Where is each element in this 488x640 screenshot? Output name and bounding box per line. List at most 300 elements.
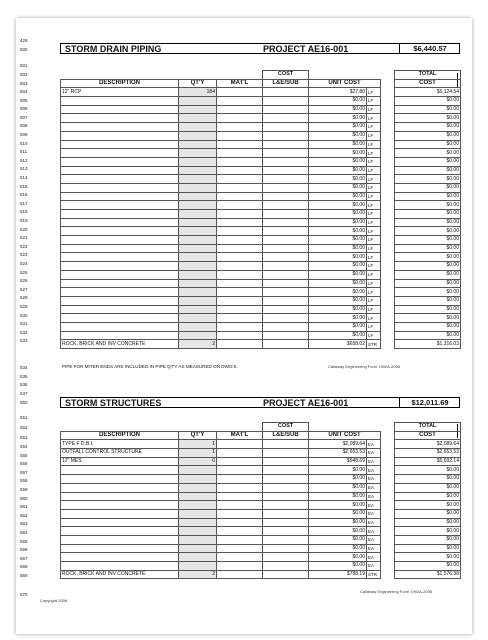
unit-cost-cell: $0.00 [309,140,367,149]
total-cost-cell: $0.00 [395,270,461,279]
matl-cell[interactable] [217,149,263,158]
matl-cell[interactable] [217,305,263,314]
total-cost-cell: $0.00 [395,562,461,571]
matl-cell[interactable] [217,140,263,149]
description-cell[interactable] [61,123,179,132]
spacer-cell [381,305,395,314]
matl-cell[interactable] [217,210,263,219]
matl-cell[interactable] [217,475,263,484]
unit-cell: LF [367,236,381,245]
qty-header: QT'Y [179,79,217,88]
row-number: 552 [20,425,28,430]
qty-cell[interactable] [179,501,217,510]
matl-cell[interactable] [217,105,263,114]
qty-cell[interactable] [179,296,217,305]
description-cell[interactable] [61,518,179,527]
table-row [61,140,461,149]
cost-cell[interactable] [263,192,309,201]
table-row [61,97,461,106]
total-cost-cell: $5,692.14 [395,457,461,466]
matl-cell[interactable] [217,183,263,192]
total-cost-cell: $0.00 [395,296,461,305]
unit-cost-cell: $0.00 [309,253,367,262]
qty-cell[interactable] [179,544,217,553]
matl-cell[interactable] [217,288,263,297]
cost-cell[interactable] [263,466,309,475]
qty-cell[interactable] [179,562,217,571]
unit-cell: STR [367,340,381,349]
cost-cell[interactable] [263,570,309,579]
qty-cell[interactable] [179,149,217,158]
description-cell[interactable] [61,244,179,253]
table-row [61,262,461,271]
total-cost-cell: $0.00 [395,123,461,132]
matl-cell[interactable] [217,244,263,253]
table-row [61,105,461,114]
total-cost-cell: $0.00 [395,544,461,553]
matl-cell[interactable] [217,236,263,245]
cost-cell[interactable] [263,218,309,227]
cost-cell[interactable] [263,457,309,466]
description-cell[interactable] [61,296,179,305]
description-cell[interactable] [61,279,179,288]
matl-cell[interactable] [217,322,263,331]
unit-cell: LF [367,331,381,340]
total-cost-cell: $0.00 [395,253,461,262]
cost-cell[interactable] [263,236,309,245]
qty-cell[interactable] [179,140,217,149]
matl-cell[interactable] [217,131,263,140]
table-row [61,88,461,97]
unit-cell: EA [367,509,381,518]
qty-cell[interactable] [179,288,217,297]
qty-cell[interactable] [179,192,217,201]
matl-cell[interactable] [217,157,263,166]
matl-cell[interactable] [217,227,263,236]
matl-cell[interactable] [217,192,263,201]
row-number: 529 [20,304,28,309]
cost-cell[interactable] [263,175,309,184]
unit-cell: LF [367,296,381,305]
total-cost-cell: $0.00 [395,131,461,140]
matl-cell[interactable] [217,535,263,544]
matl-cell[interactable] [217,518,263,527]
matl-cell[interactable] [217,562,263,571]
row-number: 534 [20,365,28,370]
cost-cell[interactable] [263,140,309,149]
cost-cell[interactable] [263,562,309,571]
description-cell[interactable] [61,501,179,510]
qty-cell[interactable]: 2 [179,340,217,349]
cost-cell[interactable] [263,114,309,123]
qty-cell[interactable] [179,114,217,123]
qty-cell[interactable] [179,227,217,236]
row-number: 524 [20,261,28,266]
qty-cell[interactable] [179,270,217,279]
matl-cell[interactable] [217,553,263,562]
description-cell[interactable] [61,97,179,106]
qty-cell[interactable] [179,166,217,175]
spacer-cell [381,553,395,562]
cost-cell[interactable] [263,331,309,340]
cost-cell[interactable] [263,518,309,527]
table-row [61,218,461,227]
row-number: 528 [20,295,28,301]
description-cell[interactable]: TYPE F D.B.I. [61,440,179,449]
qty-cell[interactable] [179,218,217,227]
qty-cell[interactable] [179,509,217,518]
qty-cell[interactable]: 6 [179,457,217,466]
qty-cell[interactable] [179,492,217,501]
description-cell[interactable]: OUTFALL CONTROL STRUCTURE [61,449,179,458]
description-cell[interactable] [61,114,179,123]
description-cell[interactable] [61,227,179,236]
matl-cell[interactable] [217,88,263,97]
table-row [61,227,461,236]
cost-cell[interactable] [263,483,309,492]
qty-cell[interactable] [179,201,217,210]
table-row [61,527,461,536]
spacer-cell [381,105,395,114]
description-cell[interactable] [61,218,179,227]
unit-cell: LF [367,201,381,210]
description-cell[interactable] [61,157,179,166]
cost-cell[interactable] [263,279,309,288]
description-cell[interactable] [61,466,179,475]
unit-cost-cell: $948.69 [309,457,367,466]
description-cell[interactable] [61,166,179,175]
description-cell[interactable] [61,131,179,140]
spacer-cell [381,570,395,579]
unit-cell: LF [367,270,381,279]
matl-cell[interactable] [217,218,263,227]
row-number: 567 [20,555,28,561]
unit-cost-cell: $0.00 [309,296,367,305]
cost-cell[interactable] [263,449,309,458]
description-cell[interactable] [61,262,179,271]
row-number: 519 [20,218,28,223]
matl-cell[interactable] [217,97,263,106]
cost-cell[interactable] [263,509,309,518]
unit-cell: LF [367,314,381,323]
unit-cell: LF [367,149,381,158]
description-cell[interactable]: 12" MES [61,457,179,466]
description-cell[interactable] [61,527,179,536]
matl-cell[interactable] [217,201,263,210]
row-number: 500 [20,47,28,52]
description-cell[interactable] [61,509,179,518]
total-cost-cell: $0.00 [395,105,461,114]
cost-cell[interactable] [263,166,309,175]
cost-cell[interactable] [263,183,309,192]
qty-cell[interactable]: 1 [179,449,217,458]
cost-cell[interactable] [263,322,309,331]
total-cost-cell: $0.00 [395,201,461,210]
qty-cell[interactable] [179,210,217,219]
cost-cell[interactable] [263,288,309,297]
description-cell[interactable] [61,253,179,262]
total-cost-header: COST [395,431,461,440]
unit-cell: LF [367,279,381,288]
cost-cell[interactable] [263,244,309,253]
qty-cell[interactable] [179,175,217,184]
row-number: 560 [20,495,28,501]
cost-cell[interactable] [263,123,309,132]
description-cell[interactable] [61,183,179,192]
cost-cell[interactable] [263,105,309,114]
qty-cell[interactable]: 1 [179,440,217,449]
spacer-cell [381,244,395,253]
total-header-top: TOTAL [395,423,461,432]
unit-cell: LF [367,322,381,331]
cost-cell[interactable] [263,340,309,349]
matl-cell[interactable] [217,314,263,323]
description-cell[interactable] [61,553,179,562]
cost-cell[interactable] [263,157,309,166]
spacer-cell [381,527,395,536]
matl-cell[interactable] [217,509,263,518]
row-number: 557 [20,469,28,475]
cost-cell[interactable] [263,527,309,536]
table-row [61,175,461,184]
cost-cell[interactable] [263,296,309,305]
description-cell[interactable] [61,475,179,484]
matl-cell[interactable] [217,253,263,262]
cost-cell[interactable] [263,270,309,279]
qty-cell[interactable] [179,253,217,262]
matl-cell[interactable] [217,570,263,579]
row-number: 532 [20,329,28,335]
matl-cell[interactable] [217,527,263,536]
matl-cell[interactable] [217,331,263,340]
cost-cell[interactable] [263,501,309,510]
qty-cell[interactable] [179,262,217,271]
description-cell[interactable] [61,305,179,314]
matl-cell[interactable] [217,296,263,305]
unit-cost-cell: $0.00 [309,218,367,227]
description-cell[interactable] [61,331,179,340]
qty-cell[interactable] [179,279,217,288]
qty-cell[interactable] [179,466,217,475]
row-number: 562 [20,512,28,518]
matl-cell[interactable] [217,279,263,288]
qty-cell[interactable] [179,483,217,492]
cost-cell[interactable] [263,440,309,449]
table-row [61,305,461,314]
matl-cell[interactable] [217,123,263,132]
cost-cell[interactable] [263,305,309,314]
piping-project: PROJECT AE16-001 [263,44,349,54]
row-number: 531 [20,321,28,327]
spacer-cell [381,175,395,184]
cost-cell[interactable] [263,97,309,106]
qty-cell[interactable] [179,535,217,544]
unit-cell: EA [367,466,381,475]
unit-cell: EA [367,562,381,571]
unit-cost-cell: $0.00 [309,175,367,184]
spacer-cell [381,114,395,123]
description-cell[interactable] [61,270,179,279]
row-number: 553 [20,435,28,440]
table-row [61,123,461,132]
row-number: 514 [20,175,28,180]
structures-total: $12,011.69 [399,397,460,408]
qty-cell[interactable] [179,244,217,253]
form-label: Callaway Engineering Form 1992A-2006 [360,589,433,594]
unit-cell: LF [367,305,381,314]
unit-cost-cell: $0.00 [309,475,367,484]
row-number: 516 [20,192,28,198]
unit-cell: LF [367,97,381,106]
description-cell[interactable] [61,210,179,219]
spacer-cell [381,340,395,349]
description-cell[interactable] [61,483,179,492]
qty-cell[interactable] [179,527,217,536]
qty-cell[interactable] [179,322,217,331]
qty-cell[interactable] [179,314,217,323]
cost-cell[interactable] [263,492,309,501]
description-cell[interactable] [61,149,179,158]
cost-cell[interactable] [263,227,309,236]
description-cell[interactable] [61,535,179,544]
unit-cost-cell: $0.00 [309,149,367,158]
table-row [61,270,461,279]
qty-cell[interactable] [179,236,217,245]
matl-cell[interactable] [217,175,263,184]
qty-cell[interactable] [179,331,217,340]
description-cell[interactable] [61,544,179,553]
qty-cell[interactable] [179,157,217,166]
matl-cell[interactable] [217,270,263,279]
matl-cell[interactable] [217,440,263,449]
qty-cell[interactable] [179,105,217,114]
unit-cell: EA [367,527,381,536]
spacer-cell [381,501,395,510]
description-cell[interactable] [61,236,179,245]
table-row [61,535,461,544]
unit-cost-cell: $0.00 [309,322,367,331]
spacer-cell [381,449,395,458]
cost-cell[interactable] [263,253,309,262]
description-cell[interactable] [61,322,179,331]
qty-cell[interactable] [179,518,217,527]
qty-cell[interactable] [179,553,217,562]
cost-cell[interactable] [263,314,309,323]
matl-cell[interactable] [217,340,263,349]
unit-cost-cell: $0.00 [309,553,367,562]
total-cost-cell: $0.00 [395,466,461,475]
description-cell[interactable] [61,175,179,184]
matl-cell[interactable] [217,544,263,553]
matl-cell[interactable] [217,449,263,458]
description-cell[interactable] [61,140,179,149]
row-number: 537 [20,391,28,396]
total-cost-header: COST [395,79,461,88]
table-row [61,466,461,475]
matl-cell[interactable] [217,483,263,492]
spacer-cell [381,123,395,132]
description-cell[interactable]: ROCK, BRICK AND INV CONCRETE [61,570,179,579]
spacer-cell [381,270,395,279]
unit-cell: EA [367,440,381,449]
unit-cost-cell: $658.02 [309,340,367,349]
cost-cell[interactable] [263,210,309,219]
cost-cell[interactable] [263,262,309,271]
description-cell[interactable] [61,562,179,571]
qty-cell[interactable] [179,131,217,140]
description-cell[interactable] [61,105,179,114]
total-cost-cell: $0.00 [395,314,461,323]
matl-cell[interactable] [217,501,263,510]
row-number: 520 [20,226,28,232]
copyright: Copyright 2006 [40,598,68,603]
qty-cell[interactable] [179,475,217,484]
table-row [61,288,461,297]
qty-cell[interactable]: 184 [179,88,217,97]
unit-cell: EA [367,553,381,562]
qty-header: QT'Y [179,431,217,440]
description-cell[interactable] [61,201,179,210]
cost-cell[interactable] [263,535,309,544]
qty-cell[interactable] [179,97,217,106]
cost-cell[interactable] [263,149,309,158]
unit-cell: EA [367,449,381,458]
unit-cost-cell: $0.00 [309,210,367,219]
qty-cell[interactable] [179,305,217,314]
unit-cost-cell: $2,653.53 [309,449,367,458]
matl-cell[interactable] [217,166,263,175]
matl-cell[interactable] [217,466,263,475]
qty-cell[interactable] [179,123,217,132]
matl-cell[interactable] [217,262,263,271]
description-cell[interactable]: ROCK, BRICK AND INV CONCRETE [61,340,179,349]
row-number: 522 [20,243,28,249]
matl-cell[interactable] [217,114,263,123]
unit-cell: LF [367,244,381,253]
description-cell[interactable] [61,492,179,501]
description-cell[interactable] [61,314,179,323]
row-number: 550 [20,400,28,405]
cost-cell[interactable] [263,131,309,140]
description-cell[interactable] [61,288,179,297]
unit-cost-cell: $0.00 [309,270,367,279]
cost-header: L&E/SUB [263,431,309,440]
description-cell[interactable]: 12" RCP [61,88,179,97]
matl-cell[interactable] [217,457,263,466]
row-number: 551 [20,415,28,420]
spacer-cell [381,88,395,97]
total-cost-cell: $0.00 [395,97,461,106]
cost-cell[interactable] [263,88,309,97]
total-cost-cell: $2,089.64 [395,440,461,449]
total-cost-cell: $0.00 [395,483,461,492]
total-cost-cell: $0.00 [395,518,461,527]
spacer-cell [381,227,395,236]
row-number: 563 [20,521,28,527]
spacer-cell [381,562,395,571]
structures-project: PROJECT AE16-001 [263,398,349,408]
cost-cell[interactable] [263,553,309,562]
unit-cell: EA [367,483,381,492]
matl-cell[interactable] [217,492,263,501]
cost-cell[interactable] [263,475,309,484]
table-row [61,244,461,253]
qty-cell[interactable]: 2 [179,570,217,579]
qty-cell[interactable] [179,183,217,192]
cost-cell[interactable] [263,544,309,553]
description-cell[interactable] [61,192,179,201]
cost-cell[interactable] [263,201,309,210]
